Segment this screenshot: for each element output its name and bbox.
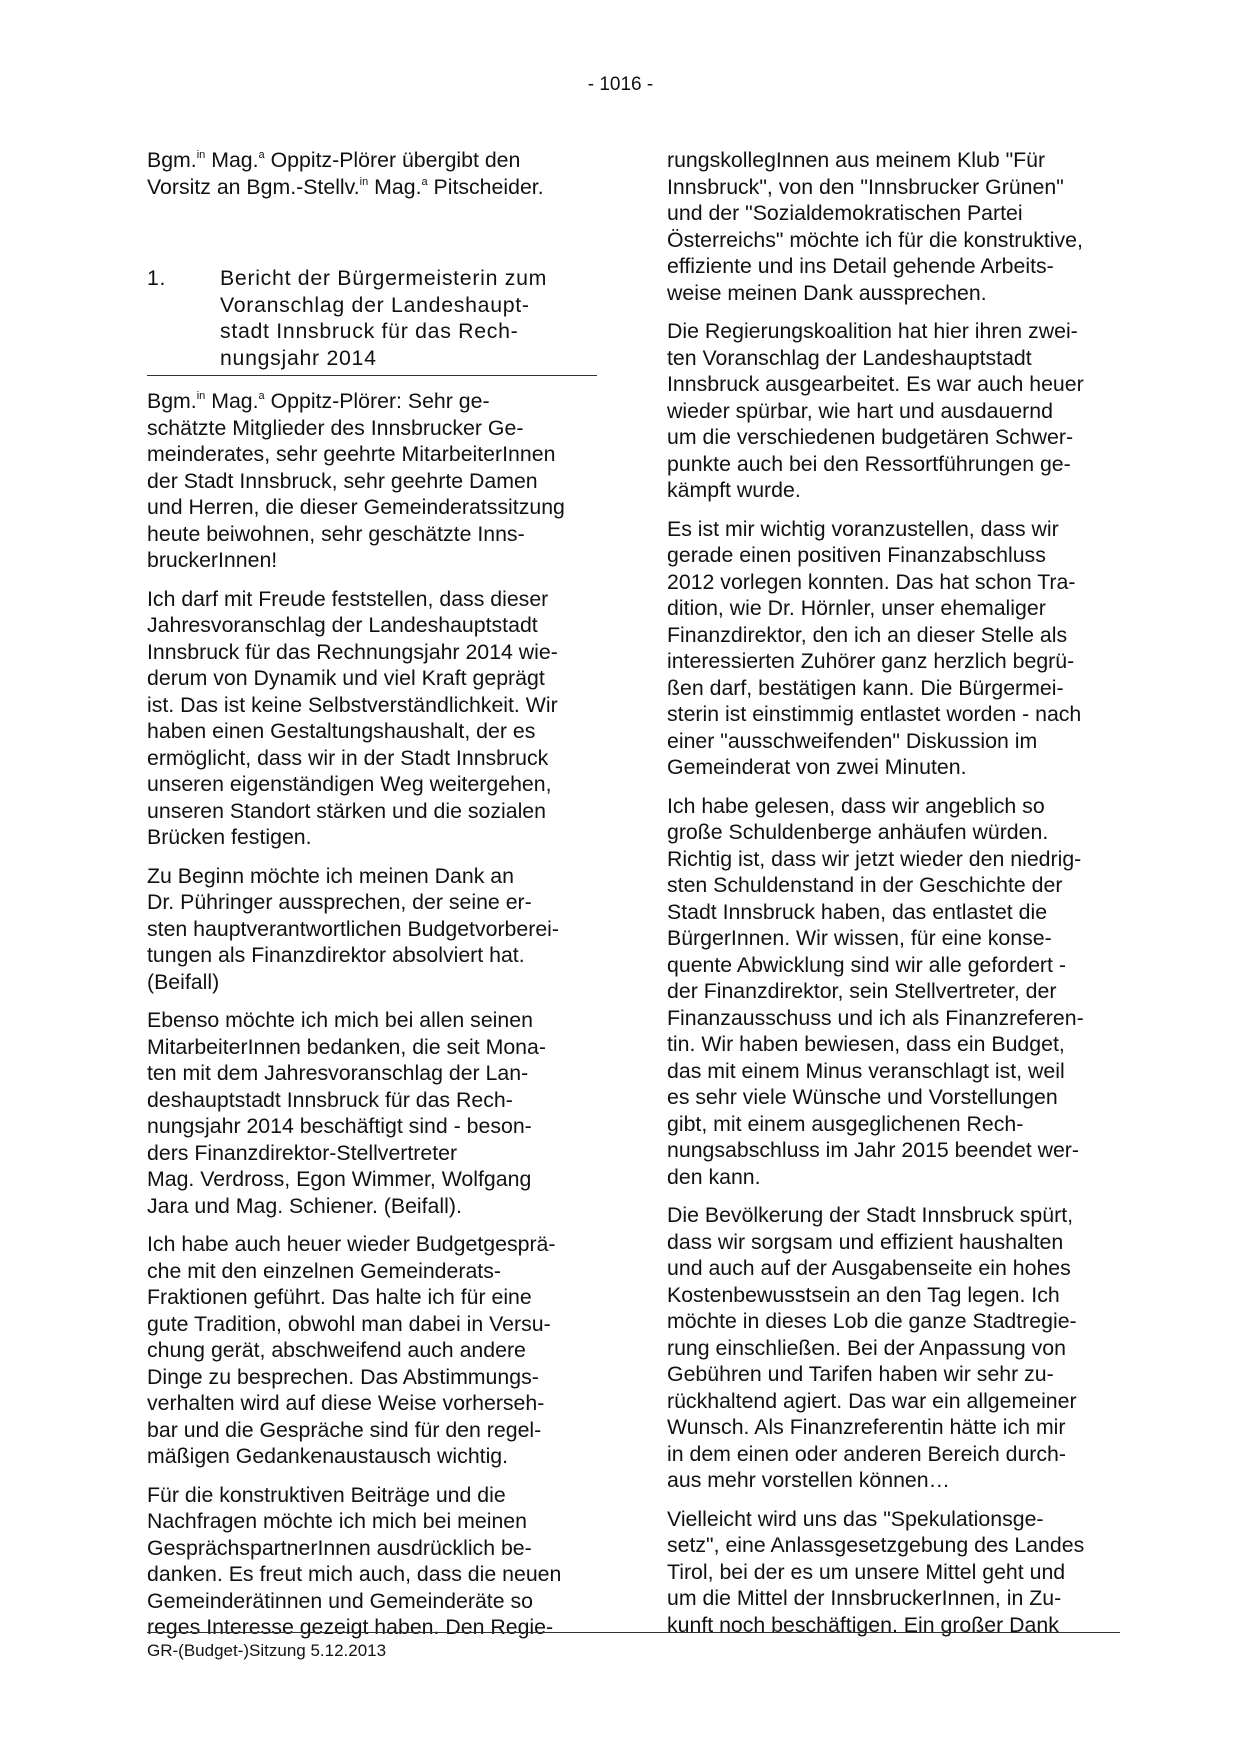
speech-intro: Bgm.$^{in}$ Mag.$^a$ Oppitz-Plörer: Sehr ge- schätzte Mitglieder des Innsbrucker Ge- meinderates, sehr geehrte MitarbeiterInnen der Stadt Innsbruck, sehr geehrte Damen und Herren, die dieser Gemeinderatssitzung heute beiwohnen, sehr geschätzte Inns- bruckerInnen! [147, 389, 565, 572]
paragraph: Ich habe auch heuer wieder Budgetgesprä- che mit den einzelnen Gemeinderats- Fraktionen geführt. Das halte ich für eine gute Tradition, obwohl man dabei in Versu- chung gerät, abschweifend auch andere Dinge zu besprechen. Das Abstimmungs- verhalten wird auf diese Weise vorherseh- bar und die Gespräche sind für den regel- mäßigen Gedankenaustausch wichtig. [147, 1232, 556, 1468]
paragraph: Ich habe gelesen, dass wir angeblich so große Schuldenberge anhäufen würden. Richtig ist, dass wir jetzt wieder den niedrig- sten Schuldenstand in der Geschichte der Stadt Innsbruck haben, das entlastet die BürgerInnen. Wir wissen, für eine konse- quente Abwicklung sind wir alle gefordert - der Finanzdirektor, sein Stellvertreter, der Finanzausschuss und ich als Finanzreferen- tin. Wir haben bewiesen, dass ein Budget, das mit einem Minus veranschlagt ist, weil es sehr viele Wünsche und Vorstellungen gibt, mit einem ausgeglichenen Rech- nungsabschluss im Jahr 2015 beendet wer- den kann. [667, 793, 1084, 1189]
right-column [667, 147, 1117, 1650]
paragraph: Zu Beginn möchte ich meinen Dank an Dr. Pühringer aussprechen, der seine er- sten hauptverantwortlichen Budgetvorberei- tungen als Finanzdirektor absolviert hat. (Beifall) [147, 863, 559, 994]
agenda-item-number: 1. [147, 266, 167, 290]
opening-statement: Bgm.$^{in}$ Mag.$^a$ Oppitz-Plörer übergibt den Vorsitz an Bgm.-Stellv.$^{in}$ Mag.$^a$ Pitscheider. [147, 148, 544, 199]
paragraph: Ebenso möchte ich mich bei allen seinen MitarbeiterInnen bedanken, die seit Mona- ten mit dem Jahresvoranschlag der Lan- deshauptstadt Innsbruck für das Rech- nungsjahr 2014 beschäftigt sind - beson- ders Finanzdirektor-Stellvertreter Mag. Verdross, Egon Wimmer, Wolfgang Jara und Mag. Schiener. (Beifall). [147, 1008, 546, 1218]
left-column [147, 147, 597, 1653]
paragraph: Vielleicht wird uns das "Spekulationsge- setz", eine Anlassgesetzgebung des Landes Tirol, bei der es um unsere Mittel geht und um die Mittel der InnsbruckerInnen, in Zu- kunft noch beschäftigen. Ein großer Dank [667, 1506, 1085, 1637]
paragraph: Ich darf mit Freude feststellen, dass dieser Jahresvoranschlag der Landeshauptstadt Innsbruck für das Rechnungsjahr 2014 wie- derum von Dynamik und viel Kraft geprägt ist. Das ist keine Selbstverständlichkeit. Wir haben einen Gestaltungshaushalt, der es ermöglicht, dass wir in der Stadt Innsbruck unseren eigenständigen Weg weitergehen, unseren Standort stärken und die sozialen Brücken festigen. [147, 586, 558, 849]
paragraph: Es ist mir wichtig voranzustellen, dass wir gerade einen positiven Finanzabschluss 2012 vorlegen konnten. Das hat schon Tra- dition, wie Dr. Hörnler, unser ehemaliger Finanzdirektor, den ich an dieser Stelle als interessierten Zuhörer ganz herzlich begrü- ßen darf, bestätigen kann. Die Bürgermei- sterin ist einstimmig entlastet worden - nach einer "ausschweifenden" Diskussion im Gemeinderat von zwei Minuten. [667, 516, 1082, 779]
footer-divider [147, 1632, 1120, 1633]
paragraph: Die Bevölkerung der Stadt Innsbruck spürt, dass wir sorgsam und effizient haushalten und auch auf der Ausgabenseite ein hohes Kostenbewusstsein an den Tag legen. Ich möchte in dieses Lob die ganze Stadtregie- rung einschließen. Bei der Anpassung von Gebühren und Tarifen haben wir sehr zu- rückhaltend agiert. Das war ein allgemeiner Wunsch. Als Finanzreferentin hätte ich mir in dem einen oder anderen Bereich durch- aus mehr vorstellen können… [667, 1203, 1077, 1492]
agenda-item-title: Bericht der Bürgermeisterin zum Voranschlag der Landeshaupt- stadt Innsbruck für das Rech- nungsjahr 2014 [220, 266, 548, 370]
paragraph: rungskollegInnen aus meinem Klub "Für Innsbruck", von den "Innsbrucker Grünen" und der "Sozialdemokratischen Partei Österreichs" möchte ich für die konstruktive, effiziente und ins Detail gehende Arbeits- weise meinen Dank aussprechen. [667, 148, 1083, 305]
paragraph: Die Regierungskoalition hat hier ihren zwei- ten Voranschlag der Landeshauptstadt Innsbruck ausgearbeitet. Es war auch heuer wieder spürbar, wie hart und ausdauernd um die verschiedenen budgetären Schwer- punkte auch bei den Ressortführungen ge- kämpft wurde. [667, 319, 1084, 502]
paragraph: Für die konstruktiven Beiträge und die Nachfragen möchte ich mich bei meinen GesprächspartnerInnen ausdrücklich be- danken. Es freut mich auch, dass die neuen Gemeinderätinnen und Gemeinderäte so reges Interesse gezeigt haben. Den Regie- [147, 1482, 562, 1639]
footer-session-label: GR-(Budget-)Sitzung 5.12.2013 [147, 1641, 387, 1660]
agenda-item-heading [147, 265, 597, 376]
page-number: - 1016 - [587, 74, 654, 95]
